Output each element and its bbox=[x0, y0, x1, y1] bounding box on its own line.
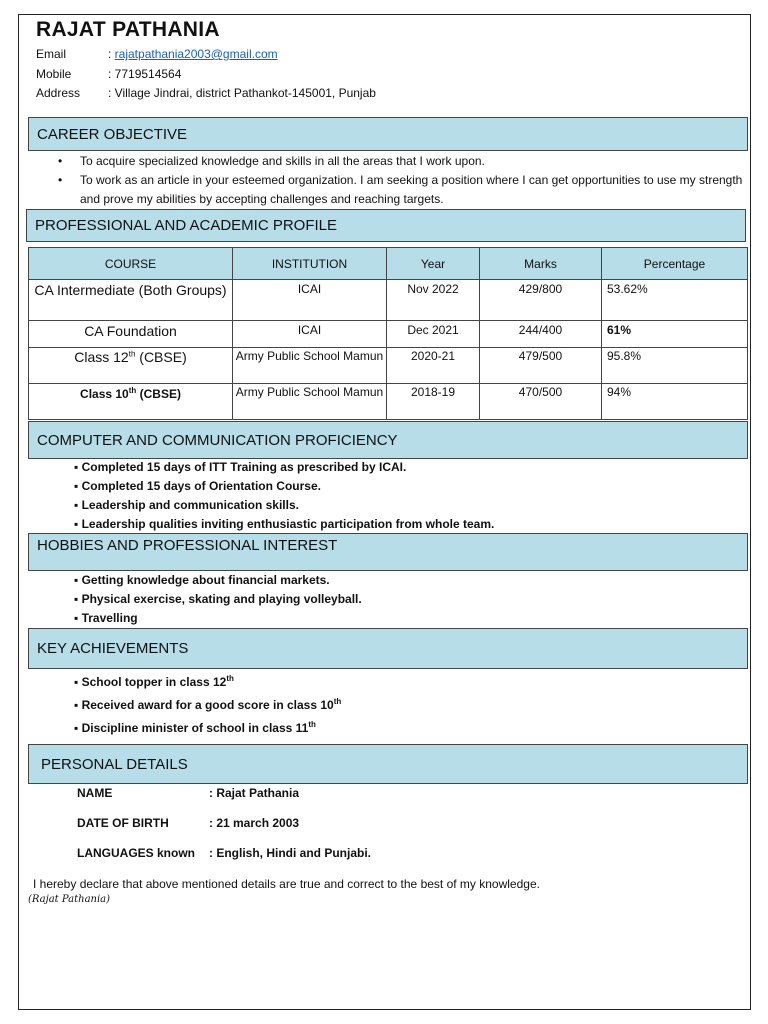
dob-label: DATE OF BIRTH bbox=[77, 816, 169, 830]
computer-proficiency-heading: COMPUTER AND COMMUNICATION PROFICIENCY bbox=[28, 421, 748, 459]
column-header-year: Year bbox=[387, 248, 480, 280]
name-label: NAME bbox=[77, 786, 113, 800]
list-item: • To work as an article in your esteemed organization. I am seeking a position where I can get opportunities to use my strength and prove my abilities by accepting challenges and reaching targets. bbox=[56, 171, 746, 209]
address-label: Address bbox=[36, 86, 81, 100]
email-label: Email bbox=[36, 47, 67, 61]
list-item: ▪ Discipline minister of school in class 11th bbox=[74, 715, 744, 738]
marks-cell: 479/500 bbox=[480, 348, 602, 384]
list-item: ▪ School topper in class 12th bbox=[74, 669, 744, 692]
mobile-value: : 7719514564 bbox=[108, 67, 182, 81]
institution-cell: ICAI bbox=[233, 280, 387, 321]
list-item: ▪ Physical exercise, skating and playing volleyball. bbox=[74, 590, 744, 609]
email-row: Email : rajatpathania2003@gmail.com bbox=[36, 47, 278, 61]
course-cell: Class 12th (CBSE) bbox=[29, 348, 233, 384]
personal-details-heading: PERSONAL DETAILS bbox=[28, 744, 748, 784]
career-objective-heading: CAREER OBJECTIVE bbox=[28, 117, 748, 151]
languages-value: : English, Hindi and Punjabi. bbox=[209, 846, 371, 860]
marks-cell: 429/800 bbox=[480, 280, 602, 321]
marks-cell: 244/400 bbox=[480, 321, 602, 348]
column-header-course: COURSE bbox=[29, 248, 233, 280]
mobile-row bbox=[36, 67, 181, 81]
address-row bbox=[36, 86, 376, 100]
percentage-cell: 53.62% bbox=[602, 280, 748, 321]
key-achievements-heading: KEY ACHIEVEMENTS bbox=[28, 628, 748, 669]
list-item: ▪ Completed 15 days of ITT Training as prescribed by ICAI. bbox=[74, 458, 744, 477]
year-cell: 2020-21 bbox=[387, 348, 480, 384]
percentage-cell: 61% bbox=[602, 321, 748, 348]
candidate-name: RAJAT PATHANIA bbox=[36, 18, 220, 41]
career-objective-list bbox=[56, 152, 746, 209]
mobile-label: Mobile bbox=[36, 67, 72, 81]
list-item: ▪ Travelling bbox=[74, 609, 744, 628]
column-header-percentage: Percentage bbox=[602, 248, 748, 280]
year-cell: Nov 2022 bbox=[387, 280, 480, 321]
table-row bbox=[29, 321, 748, 348]
table-header-row bbox=[29, 248, 748, 280]
list-item: ▪ Leadership and communication skills. bbox=[74, 496, 744, 515]
list-item: ▪ Completed 15 days of Orientation Course. bbox=[74, 477, 744, 496]
signature: (Rajat Pathania) bbox=[28, 894, 111, 905]
list-item: ▪ Leadership qualities inviting enthusiastic participation from whole team. bbox=[74, 515, 744, 534]
hobbies-list bbox=[74, 571, 744, 628]
percentage-cell: 95.8% bbox=[602, 348, 748, 384]
course-cell: Class 10th (CBSE) bbox=[29, 384, 233, 420]
course-cell: CA Foundation bbox=[29, 321, 233, 348]
column-header-institution: INSTITUTION bbox=[233, 248, 387, 280]
percentage-cell: 94% bbox=[602, 384, 748, 420]
column-header-marks: Marks bbox=[480, 248, 602, 280]
list-item: ▪ Getting knowledge about financial markets. bbox=[74, 571, 744, 590]
year-cell: Dec 2021 bbox=[387, 321, 480, 348]
course-cell: CA Intermediate (Both Groups) bbox=[29, 280, 233, 321]
table-row bbox=[29, 348, 748, 384]
languages-label: LANGUAGES known bbox=[77, 846, 196, 860]
marks-cell: 470/500 bbox=[480, 384, 602, 420]
list-item: • To acquire specialized knowledge and skills in all the areas that I work upon. bbox=[56, 152, 746, 171]
personal-details bbox=[77, 786, 637, 866]
academic-table bbox=[28, 247, 748, 420]
email-link[interactable]: rajatpathania2003@gmail.com bbox=[114, 47, 278, 61]
institution-cell: Army Public School Mamun bbox=[233, 384, 387, 420]
name-value: : Rajat Pathania bbox=[209, 786, 300, 800]
declaration-text: I hereby declare that above mentioned details are true and correct to the best of my knowledge. bbox=[33, 877, 540, 891]
institution-cell: ICAI bbox=[233, 321, 387, 348]
list-item: ▪ Received award for a good score in class 10th bbox=[74, 692, 744, 715]
academic-profile-heading: PROFESSIONAL AND ACADEMIC PROFILE bbox=[26, 209, 746, 242]
dob-value: : 21 march 2003 bbox=[209, 816, 300, 830]
table-row bbox=[29, 280, 748, 321]
address-value: : Village Jindrai, district Pathankot-145001, Punjab bbox=[108, 86, 376, 100]
hobbies-heading: HOBBIES AND PROFESSIONAL INTEREST bbox=[28, 533, 748, 571]
table-row bbox=[29, 384, 748, 420]
year-cell: 2018-19 bbox=[387, 384, 480, 420]
computer-proficiency-list bbox=[74, 458, 744, 534]
institution-cell: Army Public School Mamun bbox=[233, 348, 387, 384]
